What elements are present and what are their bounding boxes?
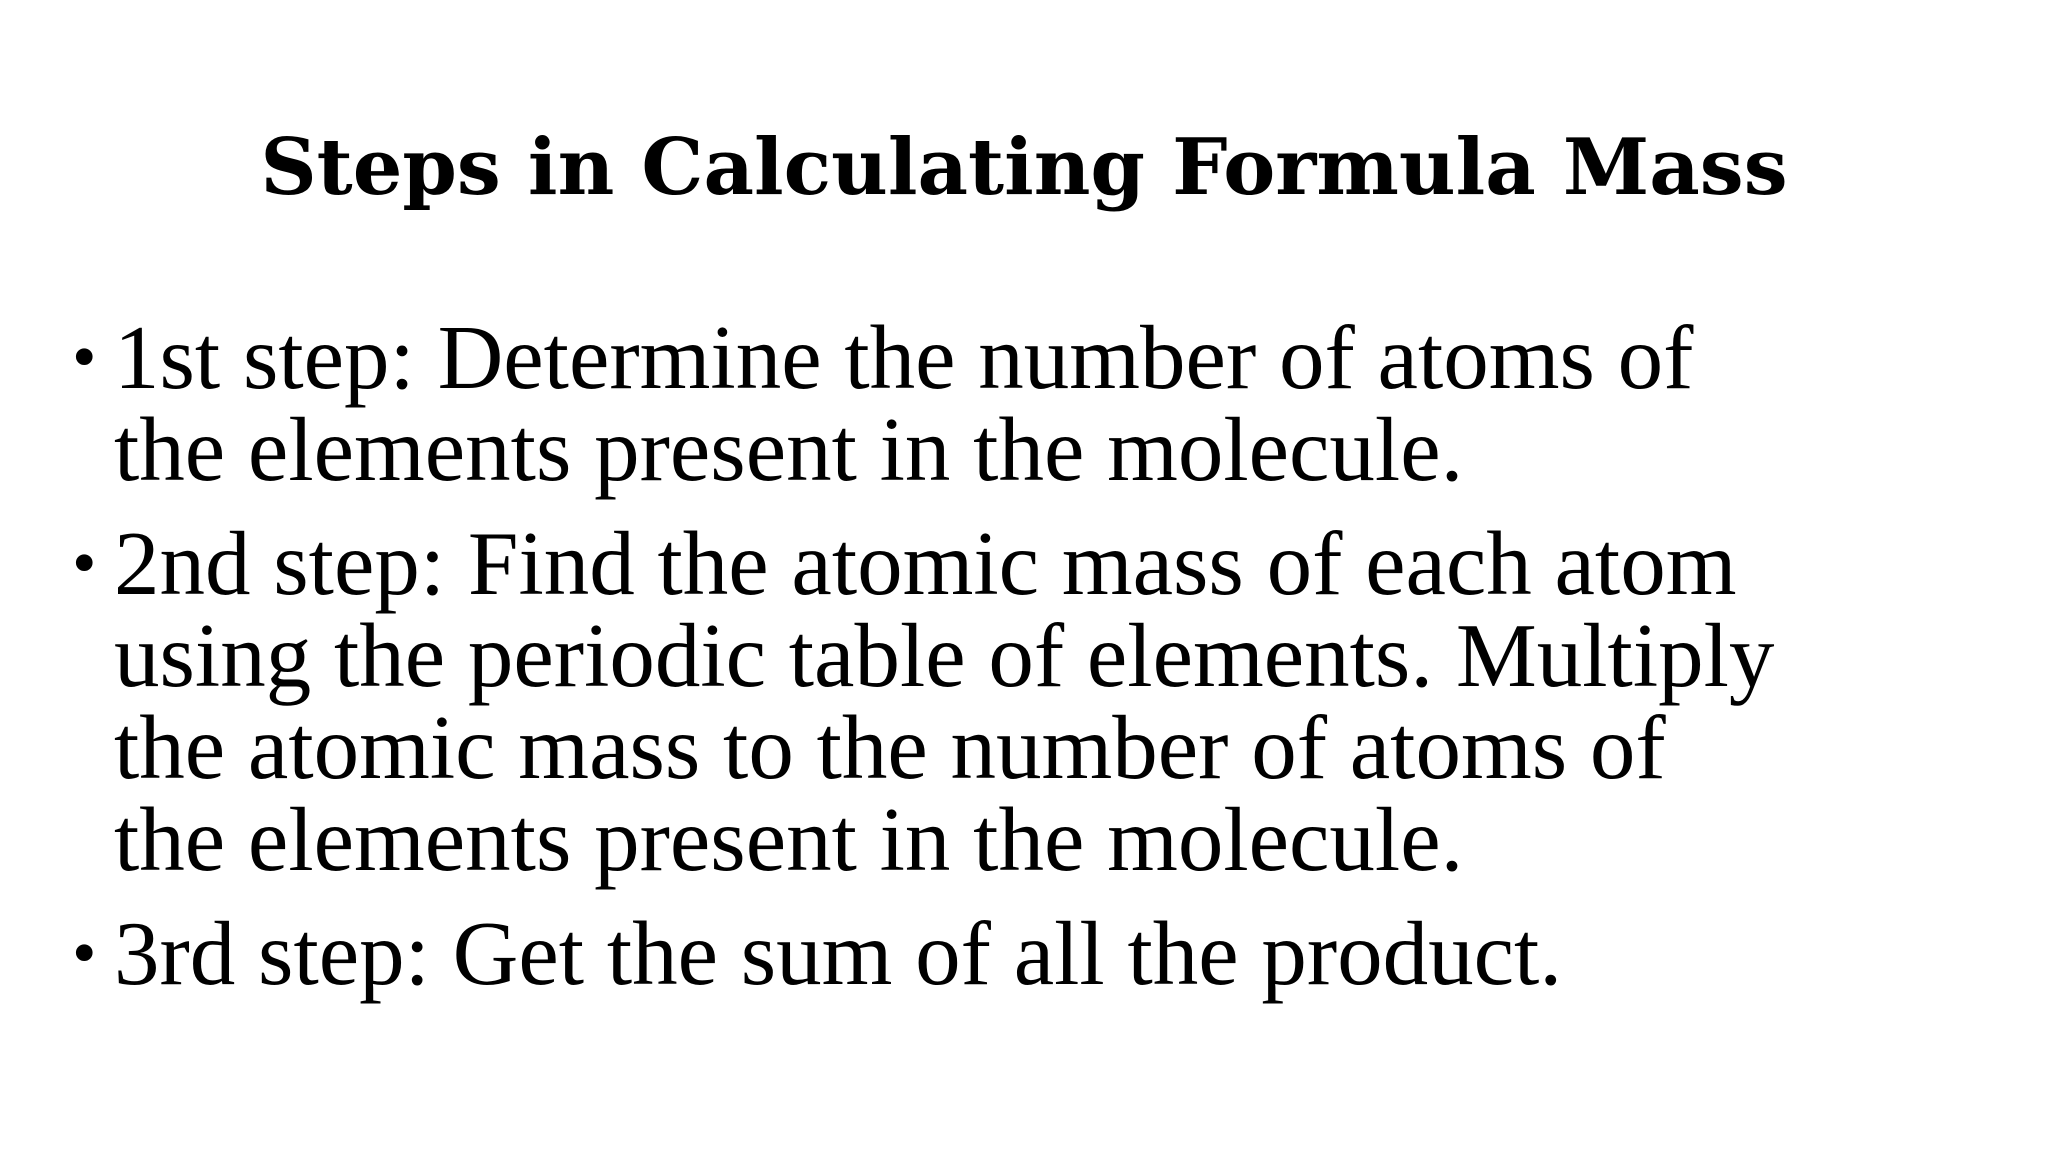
bullet-line: the atomic mass to the number of atoms of xyxy=(114,697,1666,798)
bullet-icon: • xyxy=(72,319,97,396)
slide-title: Steps in Calculating Formula Mass xyxy=(260,122,1788,213)
bullet-step-3 xyxy=(72,903,2032,1004)
bullet-line: 1st step: Determine the number of atoms of xyxy=(114,307,1694,408)
bullet-icon: • xyxy=(72,525,97,602)
bullet-line: using the periodic table of elements. Multiply xyxy=(114,605,1775,706)
bullet-line: the elements present in the molecule. xyxy=(114,789,1464,890)
bullet-line: the elements present in the molecule. xyxy=(114,399,1464,500)
bullet-step-1 xyxy=(72,307,2032,500)
bullet-step-2 xyxy=(72,513,2032,890)
bullet-icon: • xyxy=(72,915,97,992)
bullet-line: 3rd step: Get the sum of all the product. xyxy=(114,903,1563,1004)
bullet-line: 2nd step: Find the atomic mass of each atom xyxy=(114,513,1737,614)
bullet-list xyxy=(72,307,2032,1022)
